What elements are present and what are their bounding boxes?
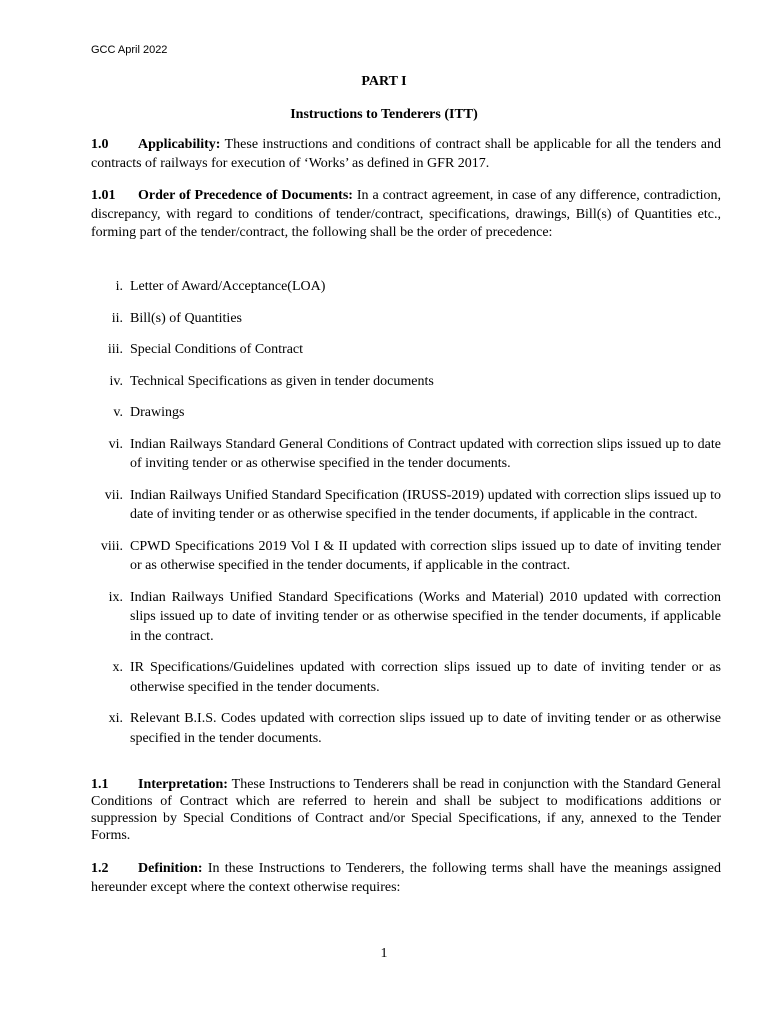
list-item (91, 588, 721, 647)
paragraph-interpretation (91, 776, 721, 844)
list-item-text: Special Conditions of Contract (130, 342, 304, 357)
list-item (91, 277, 721, 297)
list-item (91, 537, 721, 576)
list-marker: i. (115, 279, 123, 294)
list-marker: viii. (100, 538, 123, 554)
section-text: In these Instructions to Tenderers, the following terms shall have the meanings assigned hereunder except where the context otherwise requires: (91, 861, 722, 895)
section-text: These instructions and conditions of contract shall be applicable for all the tenders and contracts of railways for execution of ‘Works’ as defined in GFR 2017. (91, 137, 721, 171)
list-item-text: Letter of Award/Acceptance(LOA) (130, 279, 326, 294)
section-number: 1.01 (91, 188, 116, 203)
section-number: 1.1 (91, 777, 109, 792)
list-item-text: CPWD Specifications 2019 Vol I & II updated with correction slips issued up to date of inviting tender or as otherwise specified in the tender documents, if applicable in the contract. (130, 538, 721, 573)
list-item-text: IR Specifications/Guidelines updated with correction slips issued up to date of inviting tender or as otherwise specified in the tender documents. (130, 660, 721, 695)
list-item (91, 709, 721, 748)
list-marker: x. (112, 660, 123, 675)
list-marker: vi. (108, 436, 123, 452)
section-heading: Applicability: (138, 137, 221, 152)
list-item-text: Bill(s) of Quantities (130, 310, 242, 326)
list-item (91, 658, 721, 697)
list-marker: xi. (108, 711, 123, 726)
list-item (91, 403, 721, 423)
list-marker: ix. (108, 589, 123, 605)
list-item (91, 309, 721, 329)
list-marker: v. (113, 405, 123, 420)
precedence-list (91, 277, 721, 748)
section-number: 1.0 (91, 137, 109, 152)
section-heading: Order of Precedence of Documents: (138, 188, 353, 203)
list-item (91, 340, 721, 360)
list-marker: iv. (109, 373, 123, 389)
list-item-text: Technical Specifications as given in tender documents (130, 373, 434, 389)
paragraph-definition (91, 860, 721, 897)
list-item (91, 435, 721, 474)
list-item-text: Relevant B.I.S. Codes updated with correction slips issued up to date of inviting tender or as otherwise specified in the tender documents. (130, 711, 721, 746)
list-marker: iii. (107, 342, 123, 357)
paragraph-applicability (91, 136, 721, 173)
section-number: 1.2 (91, 861, 109, 876)
list-item-text: Drawings (130, 405, 185, 420)
section-title: Instructions to Tenderers (ITT) (290, 107, 478, 122)
list-item-text: Indian Railways Unified Standard Specification (IRUSS-2019) updated with correction slips issued up to date of inviting tender or as otherwise specified in the tender documents, if applicable in the contract. (130, 487, 721, 522)
section-text: In a contract agreement, in case of any difference, contradiction, discrepancy, with regard to conditions of tender/contract, specifications, drawings, Bill(s) of Quantities etc., forming part of the tender/contract, the following shall be the order of precedence: (91, 188, 722, 240)
list-marker: ii. (111, 310, 123, 326)
part-title: PART I (361, 74, 407, 89)
list-item (91, 372, 721, 392)
page-number: 1 (380, 946, 388, 961)
section-text: These Instructions to Tenderers shall be read in conjunction with the Standard General Conditions of Contract which are referred to herein and shall be subject to modifications additions or suppression by Special Conditions of Contract and/or Special Specifications, if any, annexed to the Tender Forms. (91, 777, 722, 843)
section-heading: Interpretation: (138, 777, 228, 792)
paragraph-order-of-precedence (91, 187, 721, 243)
section-heading: Definition: (138, 861, 203, 876)
list-marker: vii. (104, 487, 123, 503)
list-item (91, 486, 721, 525)
list-item-text: Indian Railways Standard General Conditions of Contract updated with correction slips issued up to date of inviting tender or as otherwise specified in the tender documents. (130, 436, 721, 471)
list-item-text: Indian Railways Unified Standard Specifications (Works and Material) 2010 updated with correction slips issued up to date of inviting tender or as otherwise specified in the tender documents, if applicable in the contract. (130, 589, 721, 644)
document-header-label: GCC April 2022 (91, 44, 168, 56)
